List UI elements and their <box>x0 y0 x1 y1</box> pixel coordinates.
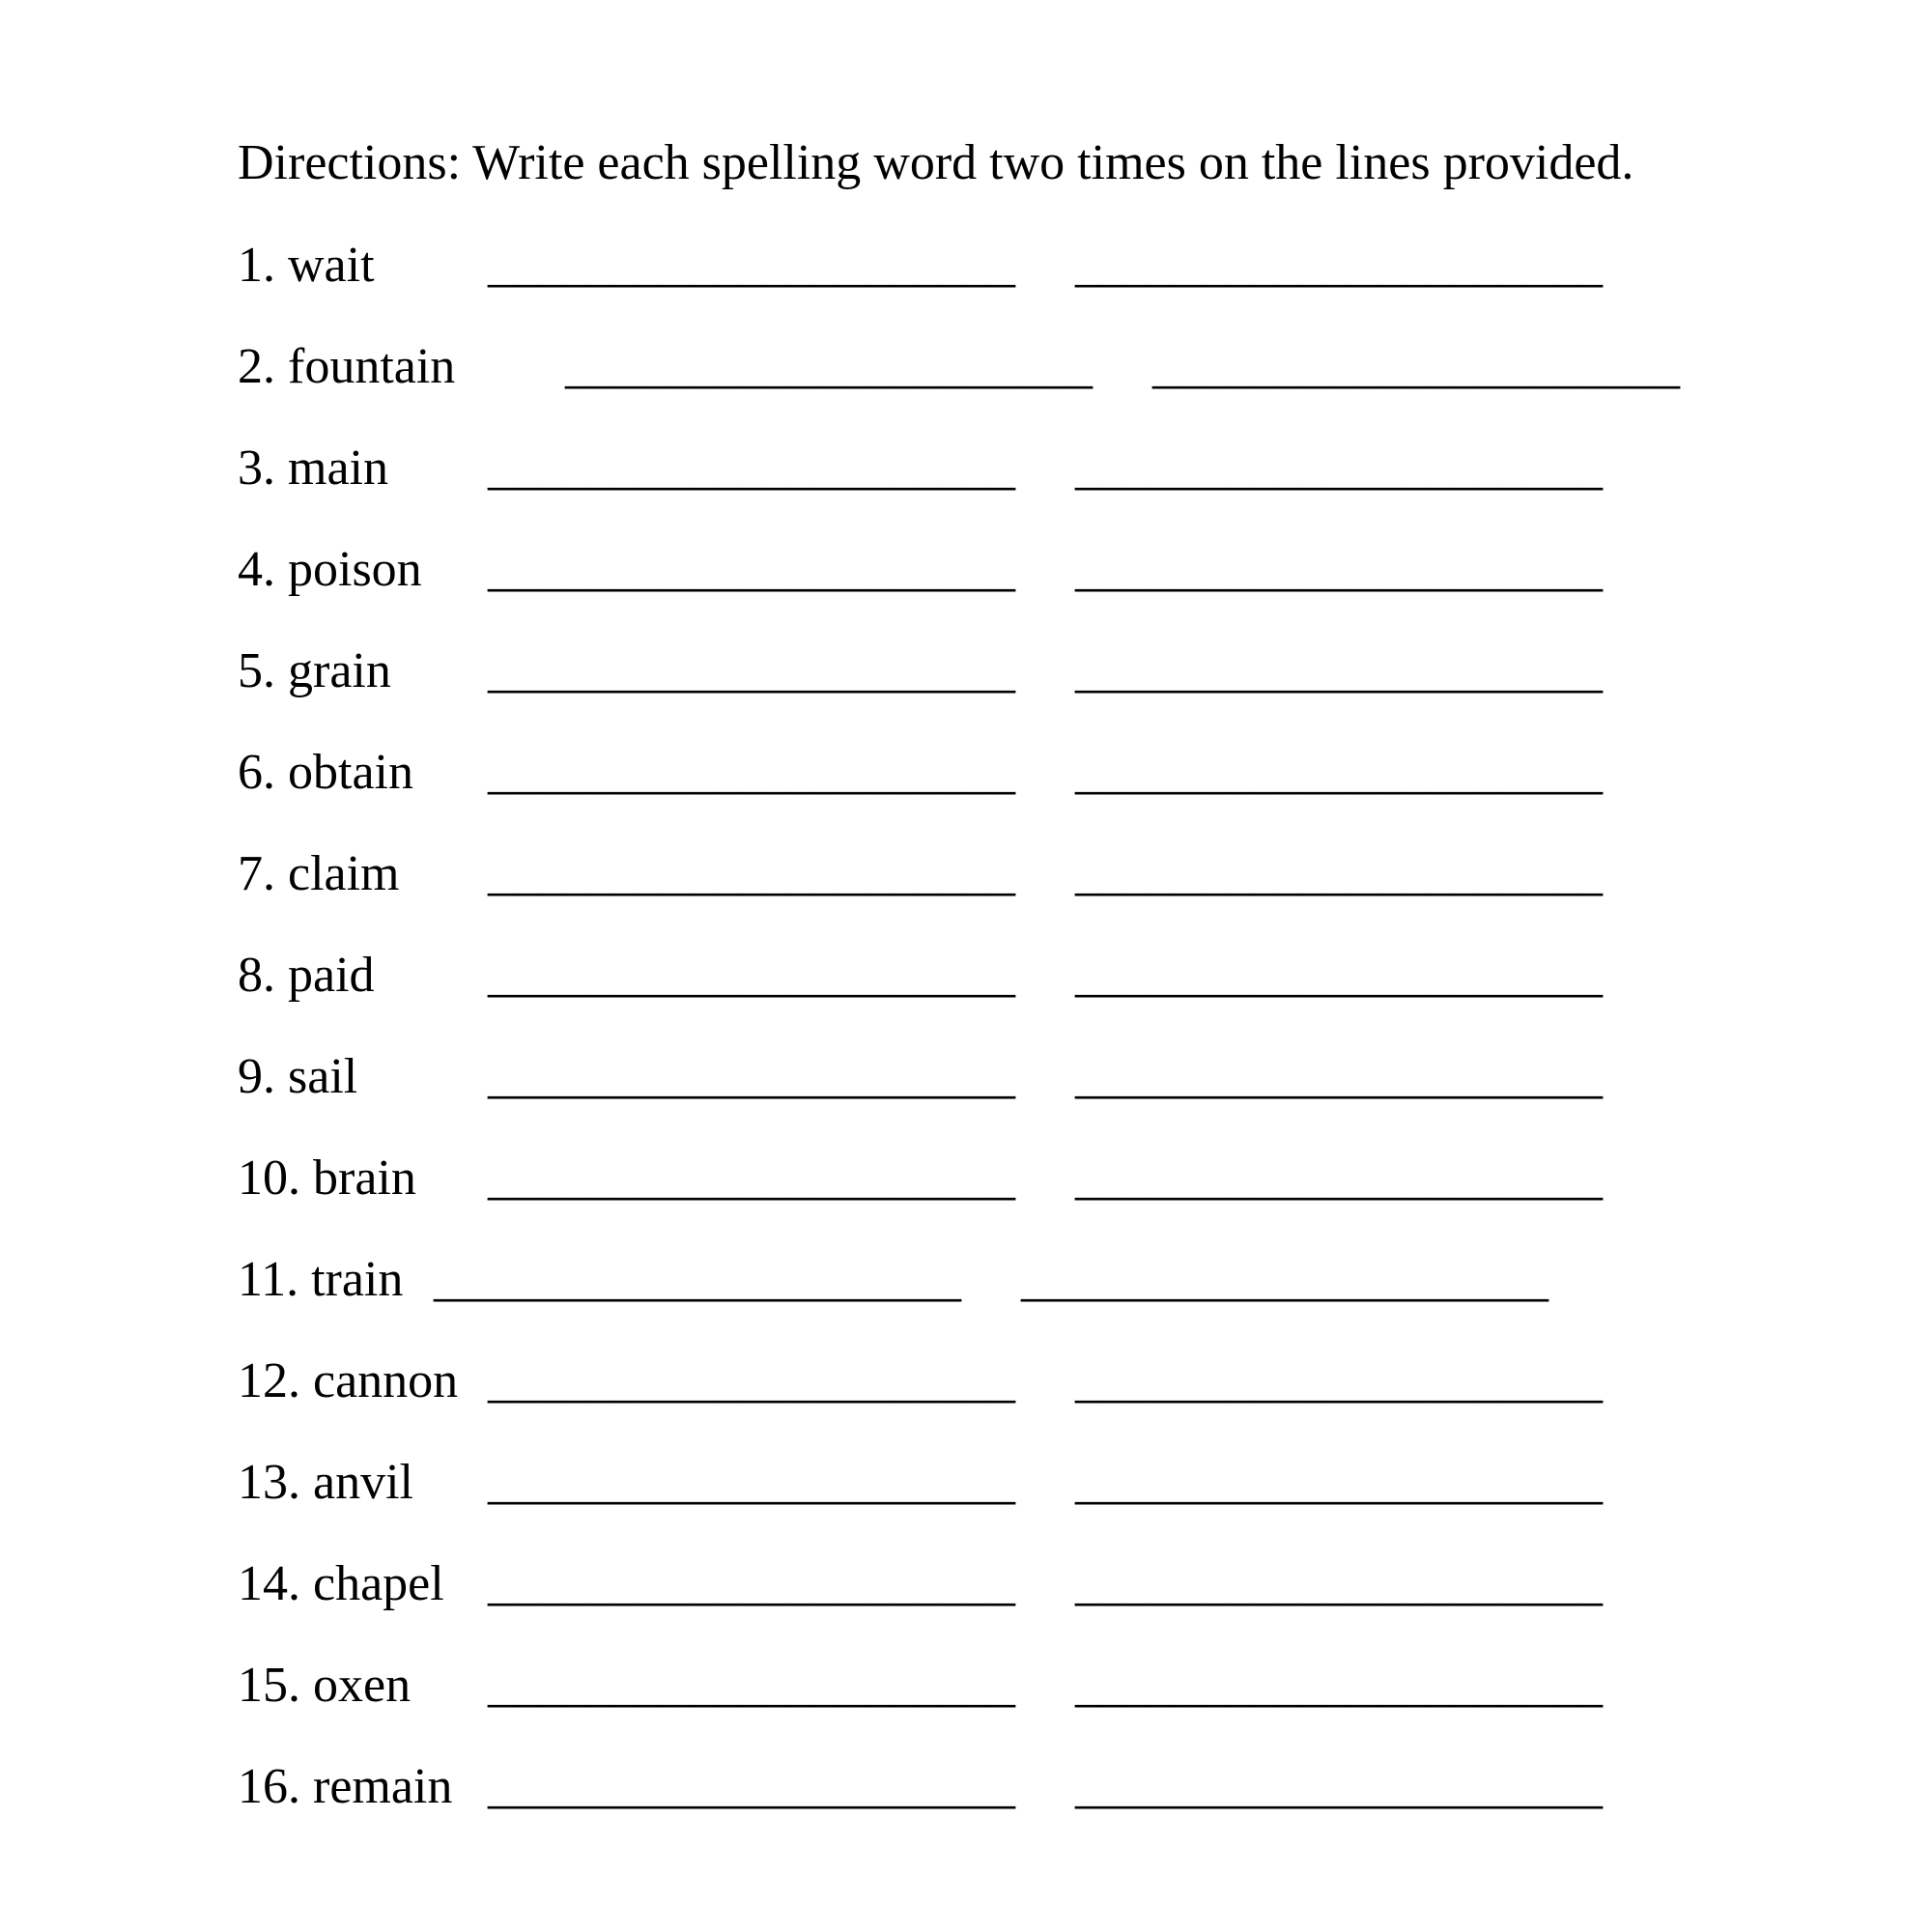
list-item <box>0 1229 1932 1330</box>
blank-line-1: _____________________ <box>488 238 1015 293</box>
item-label: 2. fountain <box>238 339 456 394</box>
blank-line-1: _____________________ <box>488 643 1015 698</box>
item-label: 15. oxen <box>238 1658 412 1713</box>
blank-line-2: _____________________ <box>1075 238 1603 293</box>
list-item <box>0 1736 1932 1837</box>
blank-line-1: _____________________ <box>488 846 1015 901</box>
blank-line-1: _____________________ <box>488 1151 1015 1206</box>
blank-line-2: _____________________ <box>1075 846 1603 901</box>
word-list <box>0 214 1932 1837</box>
blank-line-1: _____________________ <box>488 1049 1015 1104</box>
blank-line-1: _____________________ <box>488 542 1015 597</box>
blank-line-2: _____________________ <box>1152 339 1680 394</box>
item-label: 12. cannon <box>238 1353 459 1408</box>
blank-line-2: _____________________ <box>1075 643 1603 698</box>
item-label: 9. sail <box>238 1049 358 1104</box>
list-item <box>0 214 1932 316</box>
blank-line-1: _____________________ <box>434 1252 961 1307</box>
list-item <box>0 519 1932 620</box>
blank-line-2: _____________________ <box>1075 1353 1603 1408</box>
list-item <box>0 1432 1932 1533</box>
list-item <box>0 620 1932 722</box>
blank-line-1: _____________________ <box>488 1759 1015 1814</box>
blank-line-2: _____________________ <box>1075 948 1603 1003</box>
item-label: 13. anvil <box>238 1455 413 1510</box>
item-label: 1. wait <box>238 238 375 293</box>
blank-line-1: _____________________ <box>488 1455 1015 1510</box>
item-label: 14. chapel <box>238 1556 444 1611</box>
blank-line-1: _____________________ <box>488 948 1015 1003</box>
blank-line-2: _____________________ <box>1075 440 1603 496</box>
list-item <box>0 823 1932 924</box>
blank-line-2: _____________________ <box>1075 745 1603 800</box>
blank-line-2: _____________________ <box>1075 1759 1603 1814</box>
list-item <box>0 1634 1932 1736</box>
list-item <box>0 316 1932 417</box>
list-item <box>0 1127 1932 1229</box>
blank-line-1: _____________________ <box>488 745 1015 800</box>
list-item <box>0 722 1932 823</box>
item-label: 10. brain <box>238 1151 416 1206</box>
item-label: 7. claim <box>238 846 400 901</box>
list-item <box>0 1533 1932 1634</box>
list-item <box>0 1026 1932 1127</box>
item-label: 11. train <box>238 1252 404 1307</box>
blank-line-1: _____________________ <box>565 339 1093 394</box>
item-label: 4. poison <box>238 542 422 597</box>
item-label: 8. paid <box>238 948 375 1003</box>
item-label: 3. main <box>238 440 388 496</box>
directions-text: Directions: Write each spelling word two times on the lines provided. <box>238 135 1634 190</box>
blank-line-1: _____________________ <box>488 440 1015 496</box>
blank-line-1: _____________________ <box>488 1556 1015 1611</box>
blank-line-2: _____________________ <box>1021 1252 1548 1307</box>
blank-line-2: _____________________ <box>1075 542 1603 597</box>
item-label: 5. grain <box>238 643 391 698</box>
list-item <box>0 924 1932 1026</box>
blank-line-2: _____________________ <box>1075 1556 1603 1611</box>
blank-line-2: _____________________ <box>1075 1151 1603 1206</box>
list-item <box>0 417 1932 519</box>
blank-line-2: _____________________ <box>1075 1658 1603 1713</box>
blank-line-2: _____________________ <box>1075 1455 1603 1510</box>
item-label: 16. remain <box>238 1759 453 1814</box>
item-label: 6. obtain <box>238 745 413 800</box>
blank-line-2: _____________________ <box>1075 1049 1603 1104</box>
blank-line-1: _____________________ <box>488 1353 1015 1408</box>
list-item <box>0 1330 1932 1432</box>
blank-line-1: _____________________ <box>488 1658 1015 1713</box>
